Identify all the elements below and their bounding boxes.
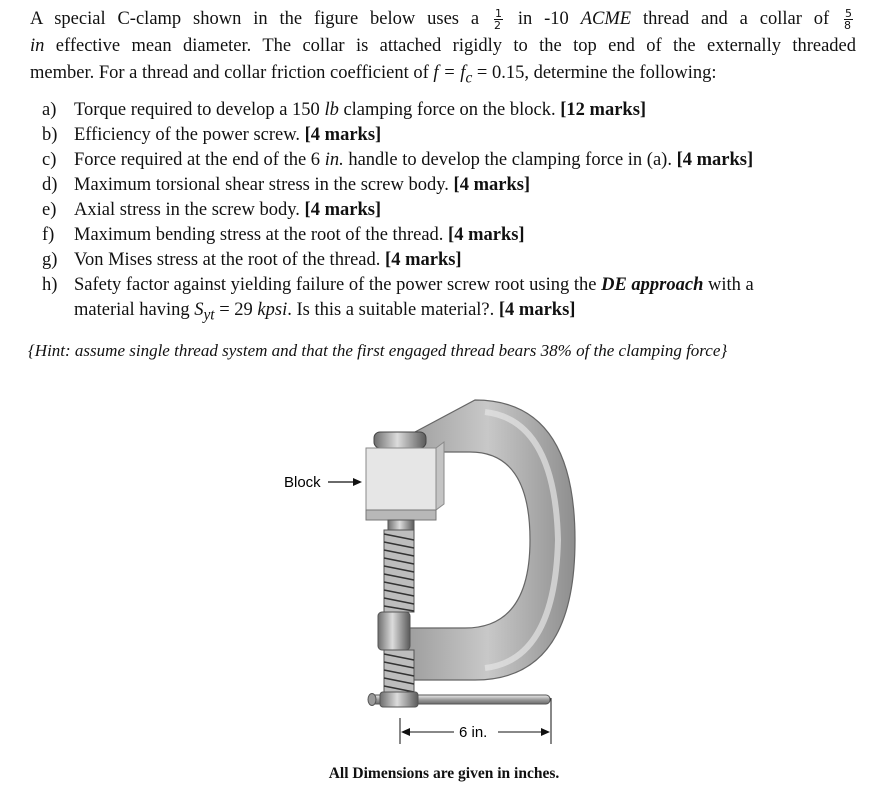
question-e: e) Axial stress in the screw body. [4 marks] [42,200,382,220]
question-list [42,98,842,328]
question-d: d) Maximum torsional shear stress in the screw body. [4 marks] [42,175,531,195]
screw-thread-lower [384,650,414,696]
question-b: b) Efficiency of the power screw. [4 marks] [42,125,382,145]
statement-line-1: A special C-clamp shown in the figure below uses a $\frac{1}{2}$ in -10 ACME thread and a collar of $\frac{5}{8}$ [30,7,853,33]
screw-nut [378,612,410,650]
statement-line-2: in effective mean diameter. The collar is attached rigidly to the top end of the externally threaded [30,36,857,56]
hint-text: {Hint: assume single thread system and that the first engaged thread bears 38% of the clamping force} [28,341,728,360]
clamped-block [366,448,436,510]
block-shadow [436,442,444,510]
marks-badge: [4 marks] [498,300,576,320]
marks-badge: [4 marks] [304,200,382,220]
handle-end [368,694,376,706]
question-a: a) Torque required to develop a 150 lb clamping force on the block. [12 marks] [42,100,647,120]
marks-badge: [4 marks] [448,225,525,245]
block-label: Block [284,474,321,491]
marks-badge: [12 marks] [560,100,647,120]
problem-statement [30,6,856,92]
marks-badge: [4 marks] [304,125,382,145]
thread-fraction: $\frac{1}{2}$ [493,7,502,33]
handle-dimension: 6 in. [459,724,488,741]
screw-tip [388,520,414,530]
question-c: c) Force required at the end of the 6 in. handle to develop the clamping force in (a). [4 marks] [42,150,754,170]
c-clamp-figure [270,380,590,780]
block-arrowhead [353,478,362,486]
block-base [366,510,436,520]
de-approach: DE approach [601,275,704,295]
marks-badge: [4 marks] [453,175,531,195]
statement-line-3: member. For a thread and collar friction coefficient of $f = f_c = 0.15$, determine the following: [30,63,717,87]
marks-badge: [4 marks] [676,150,754,170]
dim-arrow-left [401,728,410,736]
question-f: f) Maximum bending stress at the root of the thread. [4 marks] [42,225,525,245]
swivel-pad [374,432,426,448]
screw-thread-upper [384,530,414,612]
question-h: h) Safety factor against yielding failure of the power screw root using the DE approach with a material having $S_{yt} = 29$ kpsi. Is this a suitable material?. [4 marks] [42,275,754,324]
figure-caption: All Dimensions are given in inches. [328,765,560,782]
handle-hub [380,692,418,707]
marks-badge: [4 marks] [385,250,462,270]
collar-fraction: $\frac{5}{8}$ [844,7,853,33]
dim-arrow-right [541,728,550,736]
question-g: g) Von Mises stress at the root of the thread. [4 marks] [42,250,462,270]
thread-type: ACME [580,9,632,29]
